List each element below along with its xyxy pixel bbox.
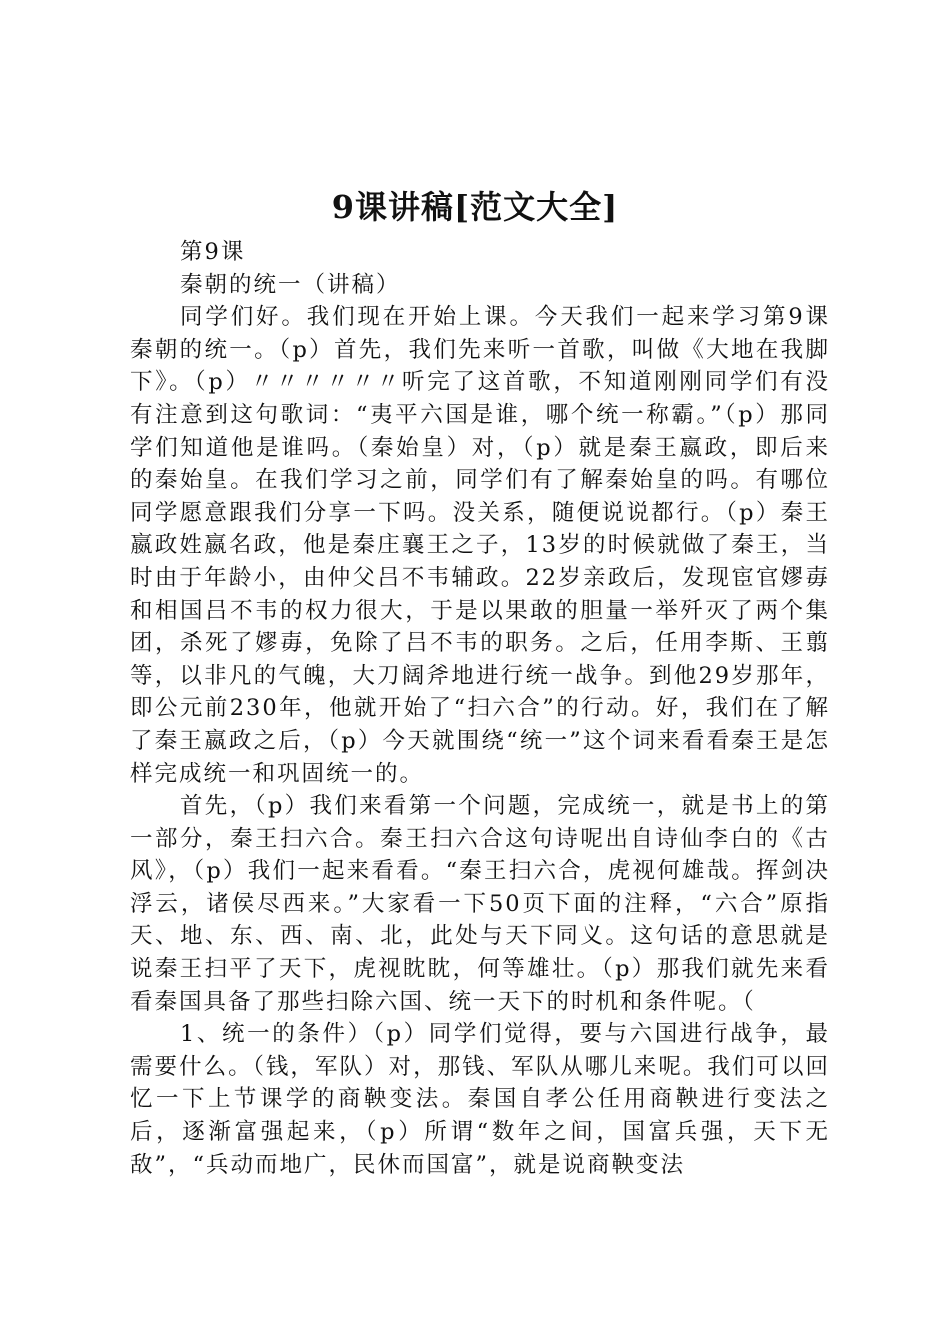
body-paragraph: 同学们好。我们现在开始上课。今天我们一起来学习第9课秦朝的统一。（p）首先，我们先来听一首歌，叫做《大地在我脚下》。（p）〃〃〃〃〃〃听完了这首歌，不知道刚刚同学们有没有注意到这句歌词：“夷平六国是谁，哪个统一称霸。”（p）那同学们知道他是谁吗。（秦始皇）对，（p）就是秦王嬴政，即后来的秦始皇。在我们学习之前，同学们有了解秦始皇的吗。有哪位同学愿意跟我们分享一下吗。没关系，随便说说都行。（p）秦王嬴政姓嬴名政，他是秦庄襄王之子，13岁的时候就做了秦王，当时由于年龄小，由仲父吕不韦辅政。22岁亲政后，发现宦官嫪毐和相国吕不韦的权力很大，于是以果敢的胆量一举歼灭了两个集团，杀死了嫪毐，免除了吕不韦的职务。之后，任用李斯、王翦等，以非凡的气魄，大刀阔斧地进行统一战争。到他29岁那年，即公元前230年，他就开始了“扫六合”的行动。好，我们在了解了秦王嬴政之后，（p）今天就围绕“统一”这个词来看看秦王是怎样完成统一和巩固统一的。 [130, 304, 830, 787]
document-body [130, 236, 830, 1181]
lesson-subtitle: 秦朝的统一（讲稿） [180, 271, 401, 298]
body-paragraph: 1、统一的条件）（p）同学们觉得，要与六国进行战争，最需要什么。（钱，军队）对，那钱、军队从哪儿来呢。我们可以回忆一下上节课学的商鞅变法。秦国自孝公任用商鞅进行变法之后，逐渐富强起来，（p）所谓“数年之间，国富兵强，天下无敌”，“兵动而地广，民休而国富”，就是说商鞅变法 [130, 1021, 830, 1178]
document-title: 9课讲稿[范文大全] [331, 188, 619, 226]
lesson-number: 第9课 [180, 239, 246, 265]
body-paragraph: 首先，（p）我们来看第一个问题，完成统一，就是书上的第一部分，秦王扫六合。秦王扫六合这句诗呢出自诗仙李白的《古风》，（p）我们一起来看看。“秦王扫六合，虎视何雄哉。挥剑决浮云，诸侯尽西来。”大家看一下50页下面的注释，“六合”原指天、地、东、西、南、北，此处与天下同义。这句话的意思就是说秦王扫平了天下，虎视眈眈，何等雄壮。（p）那我们就先来看看秦国具备了那些扫除六国、统一天下的时机和条件呢。（ [130, 793, 830, 1015]
